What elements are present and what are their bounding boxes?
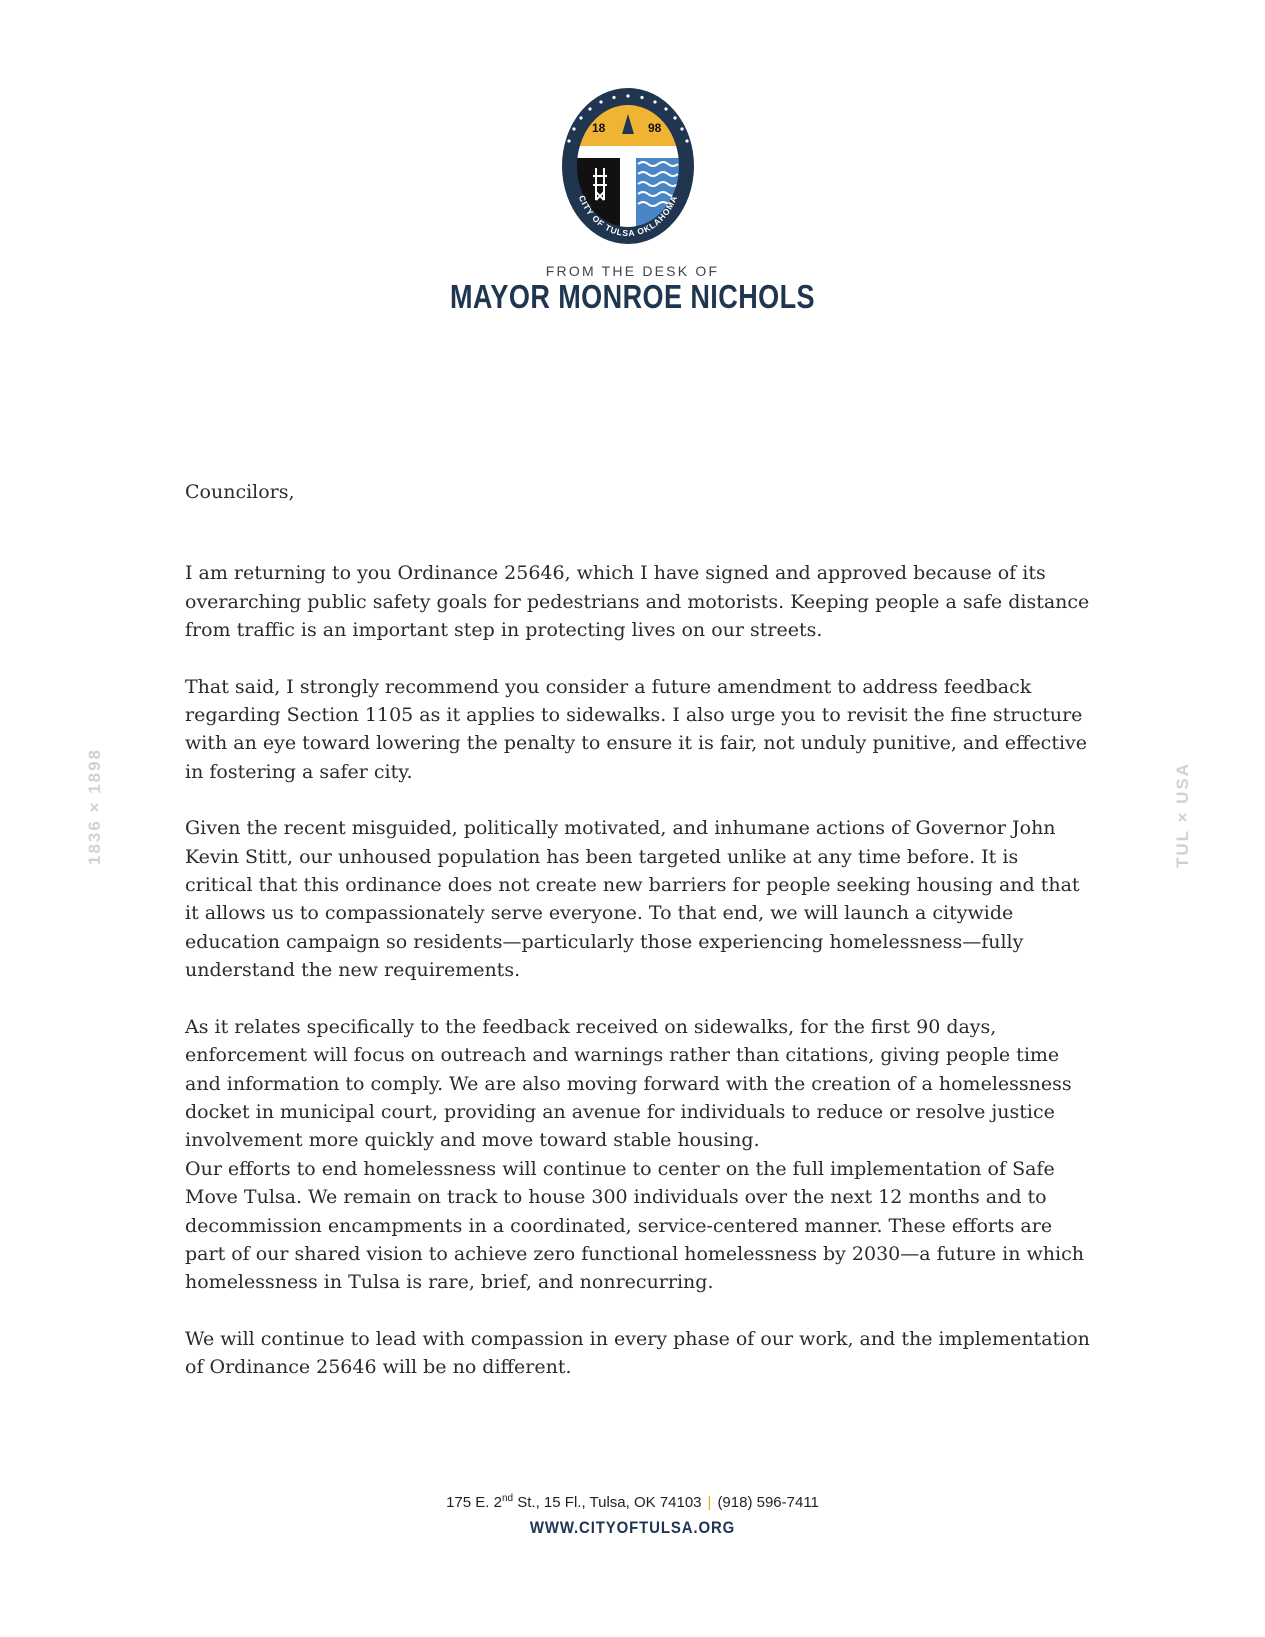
tulsa-seal-icon (560, 88, 696, 248)
address-superscript: nd (501, 1493, 514, 1504)
footer-address (0, 1493, 1265, 1511)
phone-number: (918) 596-7411 (717, 1494, 819, 1511)
paragraph: We will continue to lead with compassion in every phase of our work, and the implementation of Ordinance 25646 will be no different. (185, 1327, 1090, 1379)
salutation: Councilors, (185, 481, 295, 503)
seal-ring-text: CITY OF TULSA OKLAHOMA (576, 193, 680, 239)
seal-year-right: 98 (648, 121, 662, 135)
desk-label: FROM THE DESK OF (545, 263, 720, 279)
address-city: St., 15 Fl., Tulsa, OK 74103 (513, 1494, 702, 1511)
paragraph: That said, I strongly recommend you consider a future amendment to address feedback regarding Section 1105 as it applies to sidewalks. I also urge you to revisit the fine structure with an eye toward lowering the penalty to ensure it is fair, not unduly punitive, and effective in fostering a safer city. (185, 675, 1088, 783)
letter-body (185, 478, 1090, 1382)
mayor-name: MAYOR MONROE NICHOLS (449, 278, 816, 315)
side-text-left: 1836 × 1898 (85, 747, 104, 865)
website-link[interactable]: WWW.CITYOFTULSA.ORG (529, 1518, 736, 1537)
footer-separator: | (707, 1494, 712, 1511)
paragraph: Given the recent misguided, politically motivated, and inhumane actions of Governor John Kevin Stitt, our unhoused population has been targeted unlike at any time before. It is critical that this ordinance does not create new barriers for people seeking housing and that it allows us to compassionately serve everyone. To that end, we will launch a citywide education campaign so residents—particularly those experiencing homelessness—fully understand the new requirements. (185, 817, 1080, 982)
seal-year-left: 18 (592, 121, 606, 135)
paragraph: As it relates specifically to the feedback received on sidewalks, for the first 90 days, enforcement will focus on outreach and warnings rather than citations, giving people time and information to comply. We are also moving forward with the creation of a homelessness docket in municipal court, providing an avenue for individuals to reduce or resolve justice involvement more quickly and move toward stable housing. (185, 1015, 1072, 1152)
paragraph: Our efforts to end homelessness will continue to center on the full implementation of Safe Move Tulsa. We remain on track to house 300 individuals over the next 12 months and to decommission encampments in a coordinated, service-centered manner. These efforts are part of our shared vision to achieve zero functional homelessness by 2030—a future in which homelessness in Tulsa is rare, brief, and nonrecurring. (185, 1157, 1084, 1294)
paragraph: I am returning to you Ordinance 25646, which I have signed and approved because of its overarching public safety goals for pedestrians and motorists. Keeping people a safe distance from traffic is an important step in protecting lives on our streets. (185, 562, 1090, 642)
address-street: 175 E. 2 (446, 1494, 502, 1511)
side-text-right: TUL × USA (1173, 762, 1192, 869)
